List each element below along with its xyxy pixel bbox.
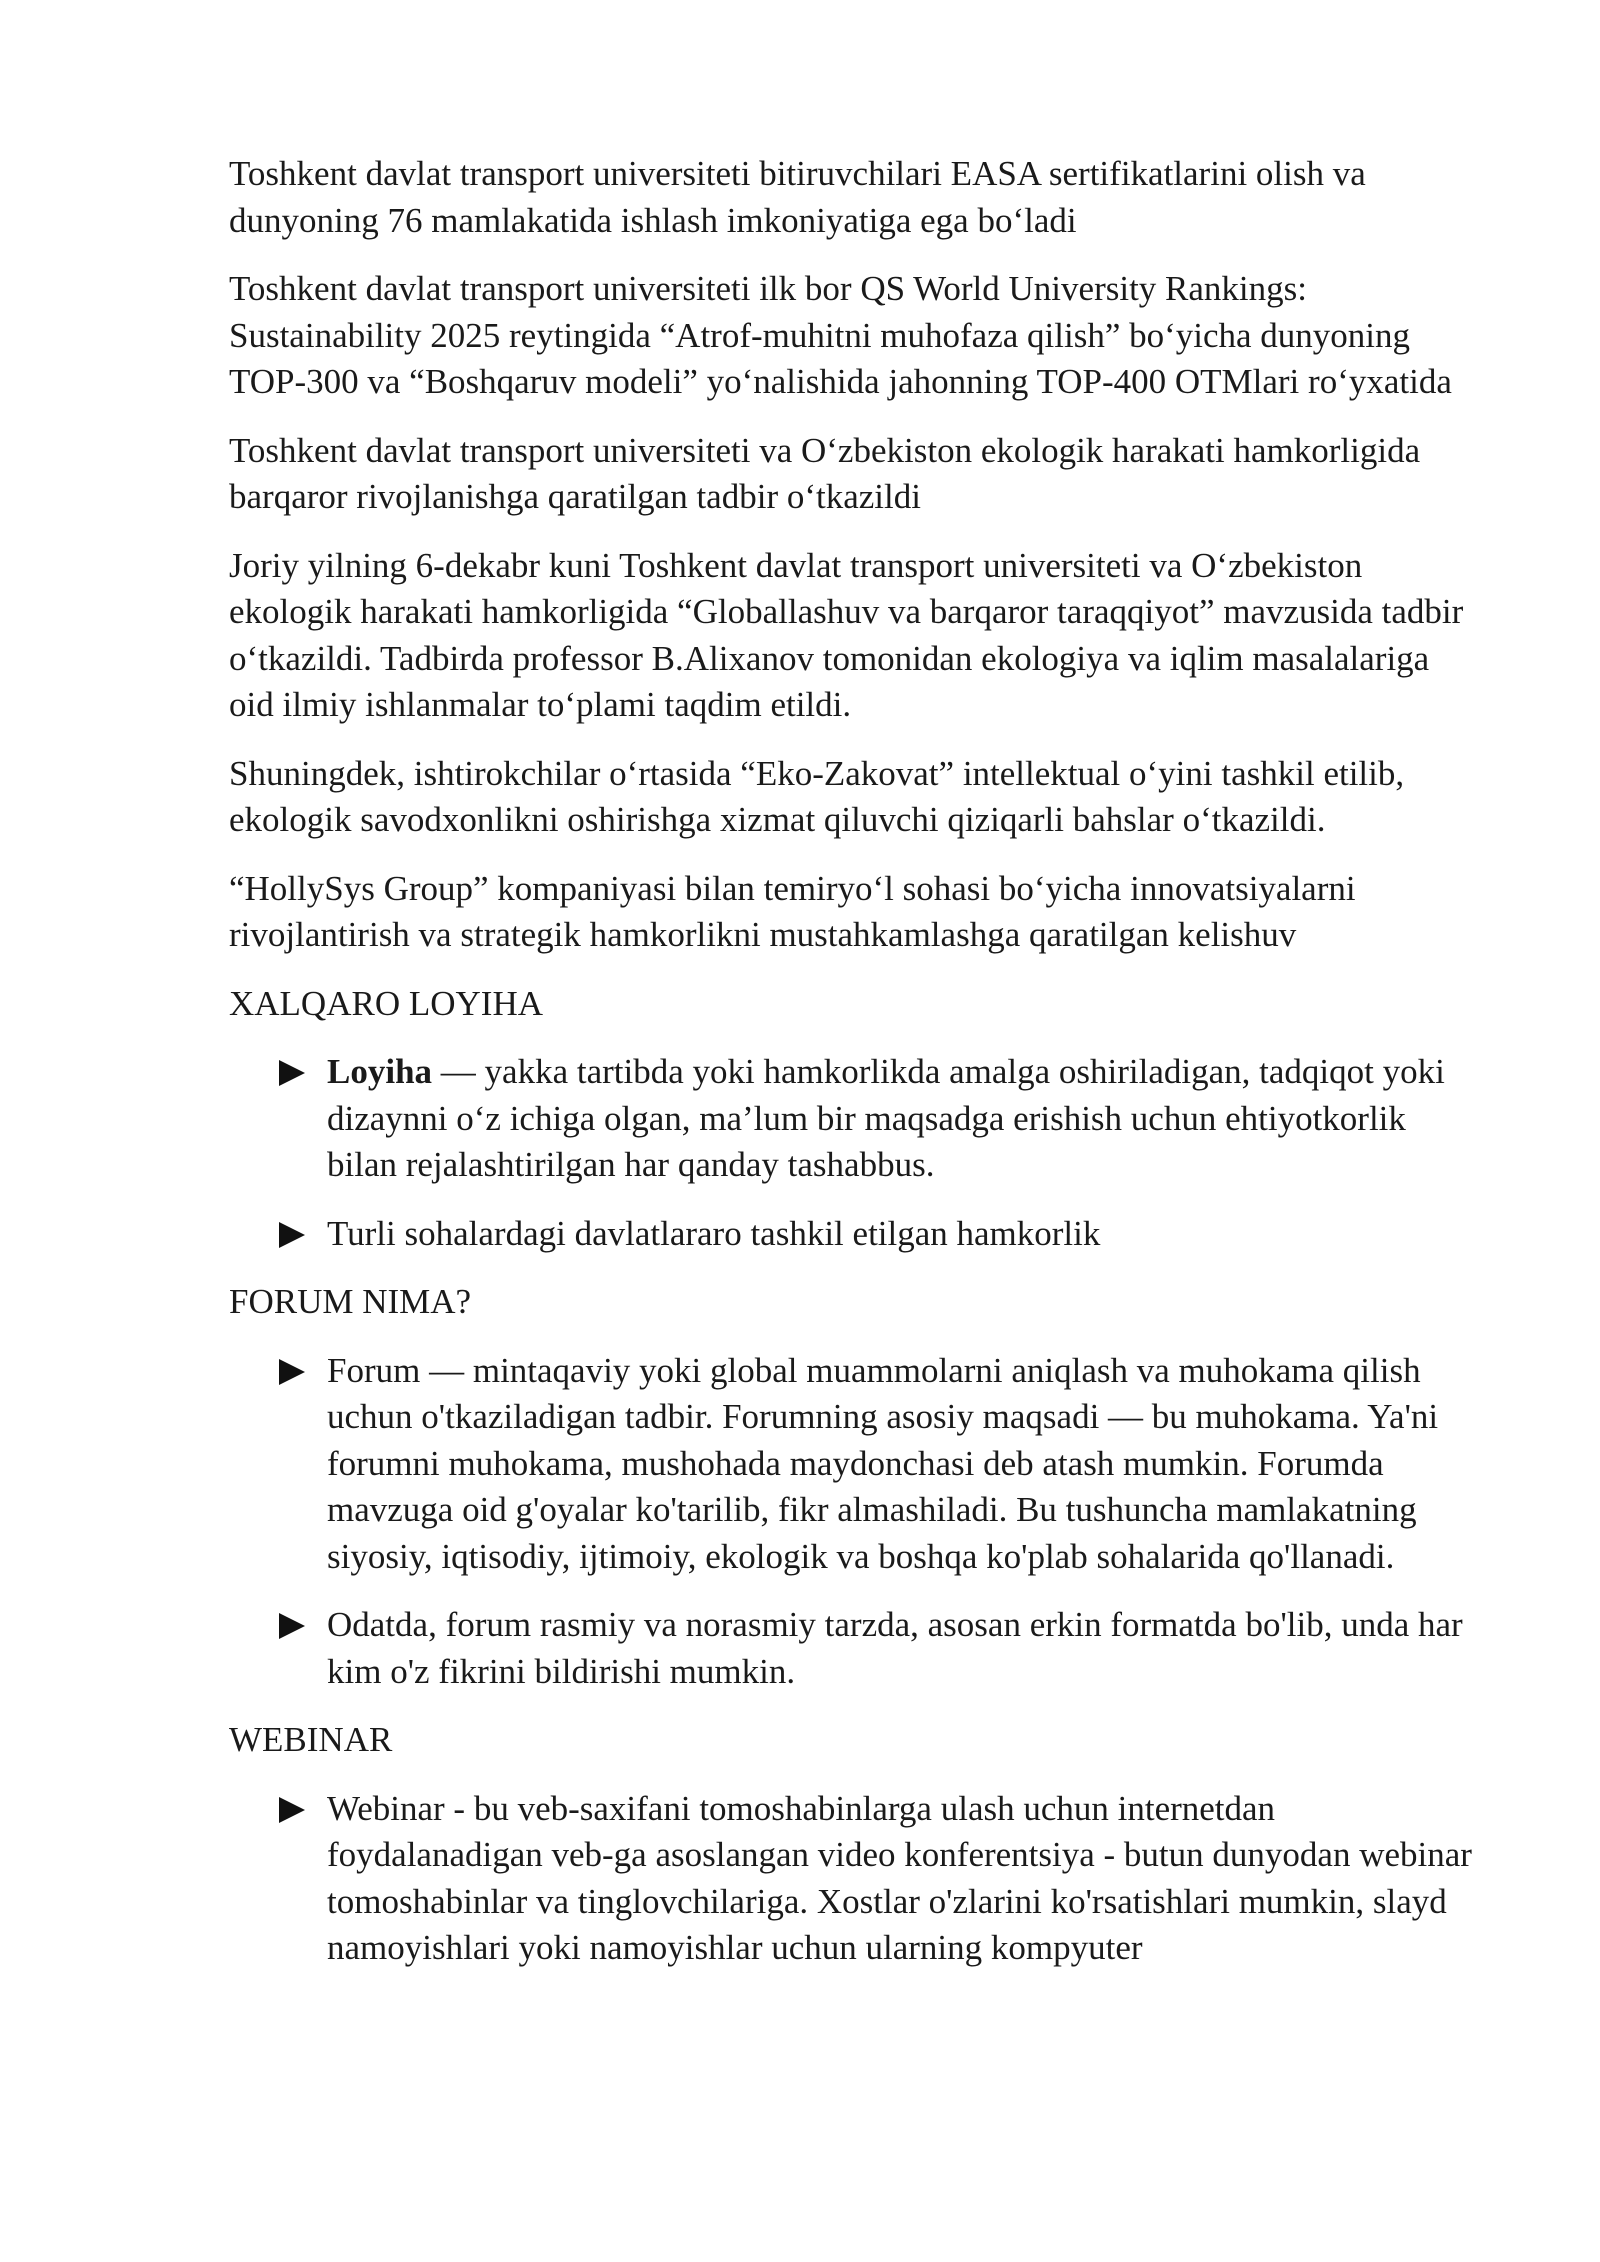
bullet-text: — yakka tartibda yoki hamkorlikda amalga oshiriladigan, tadqiqot yoki dizaynni o‘z ichiga olgan, ma’lum bir maqsadga erishish uchun ehtiyotkorlik bilan rejalashtirilgan har qanday tashabbus. (327, 1052, 1445, 1184)
list-item (229, 1348, 1479, 1581)
document-page (229, 151, 1479, 1994)
bullet-text: Webinar - bu veb-saxifani tomoshabinlarga ulash uchun internetdan foydalanadigan veb-ga asoslangan video konferentsiya - butun dunyodan webinar tomoshabinlar va tinglovchilariga. Xostlar o'zlarini ko'rsatishlari mumkin, slayd namoyishlari yoki namoyishlar uchun ularning kompyuter (327, 1788, 1472, 1967)
bullet-list (229, 1049, 1479, 1257)
triangle-right-icon (279, 1359, 305, 1385)
bullet-term: Loyiha (327, 1052, 433, 1091)
section-forum-nima (229, 1279, 1479, 1695)
news-paragraph: Joriy yilning 6-dekabr kuni Toshkent davlat transport universiteti va O‘zbekiston ekologik harakati hamkorligida “Globallashuv va barqaror taraqqiyot” mavzusida tadbir o‘tkazildi. Tadbirda professor B.Alixanov tomonidan ekologiya va iqlim masalalariga oid ilmiy ishlanmalar to‘plami taqdim etildi. (229, 545, 1464, 724)
section-xalqaro-loyiha (229, 981, 1479, 1258)
news-paragraph: Toshkent davlat transport universiteti ilk bor QS World University Rankings: Sustainability 2025 reytingida “Atrof-muhitni muhofaza qilish” bo‘yicha dunyoning TOP-300 va “Boshqaruv modeli” yo‘nalishida jahonning TOP-400 OTMlari ro‘yxatida (229, 269, 1452, 401)
triangle-right-icon (279, 1222, 305, 1248)
section-heading: WEBINAR (229, 1720, 393, 1759)
triangle-right-icon (279, 1060, 305, 1086)
triangle-right-icon (279, 1797, 305, 1823)
section-webinar (229, 1717, 1479, 1972)
section-heading: XALQARO LOYIHA (229, 983, 543, 1023)
bullet-text: Forum — mintaqaviy yoki global muammolarni aniqlash va muhokama qilish uchun o'tkaziladigan tadbir. Forumning asosiy maqsadi — bu muhokama. Ya'ni forumni muhokama, mushohada maydonchasi deb atash mumkin. Forumda mavzuga oid g'oyalar ko'tarilib, fikr almashiladi. Bu tushuncha mamlakatning siyosiy, iqtisodiy, ijtimoiy, ekologik va boshqa ko'plab sohalarida qo'llanadi. (327, 1350, 1439, 1576)
news-paragraph: Toshkent davlat transport universiteti bitiruvchilari EASA sertifikatlarini olish va dunyoning 76 mamlakatida ishlash imkoniyatiga ega bo‘ladi (229, 154, 1366, 240)
bullet-list (229, 1348, 1479, 1696)
list-item (229, 1049, 1479, 1189)
section-heading: FORUM NIMA? (229, 1282, 472, 1321)
bullet-text: Turli sohalardagi davlatlararo tashkil etilgan hamkorlik (327, 1213, 1101, 1253)
list-item (229, 1602, 1479, 1695)
list-item (229, 1211, 1479, 1258)
bullet-text: Odatda, forum rasmiy va norasmiy tarzda, asosan erkin formatda bo'lib, unda har kim o'z fikrini bildirishi mumkin. (327, 1605, 1463, 1691)
news-paragraph: Toshkent davlat transport universiteti va O‘zbekiston ekologik harakati hamkorligida barqaror rivojlanishga qaratilgan tadbir o‘tkazildi (229, 430, 1421, 516)
news-paragraph: “HollySys Group” kompaniyasi bilan temiryo‘l sohasi bo‘yicha innovatsiyalarni rivojlantirish va strategik hamkorlikni mustahkamlashga qaratilgan kelishuv (229, 868, 1356, 954)
triangle-right-icon (279, 1613, 305, 1639)
news-paragraph: Shuningdek, ishtirokchilar o‘rtasida “Eko-Zakovat” intellektual o‘yini tashkil etilib, ekologik savodxonlikni oshirishga xizmat qiluvchi qiziqarli bahslar o‘tkazildi. (229, 753, 1405, 839)
bullet-list (229, 1786, 1479, 1972)
list-item (229, 1786, 1479, 1972)
